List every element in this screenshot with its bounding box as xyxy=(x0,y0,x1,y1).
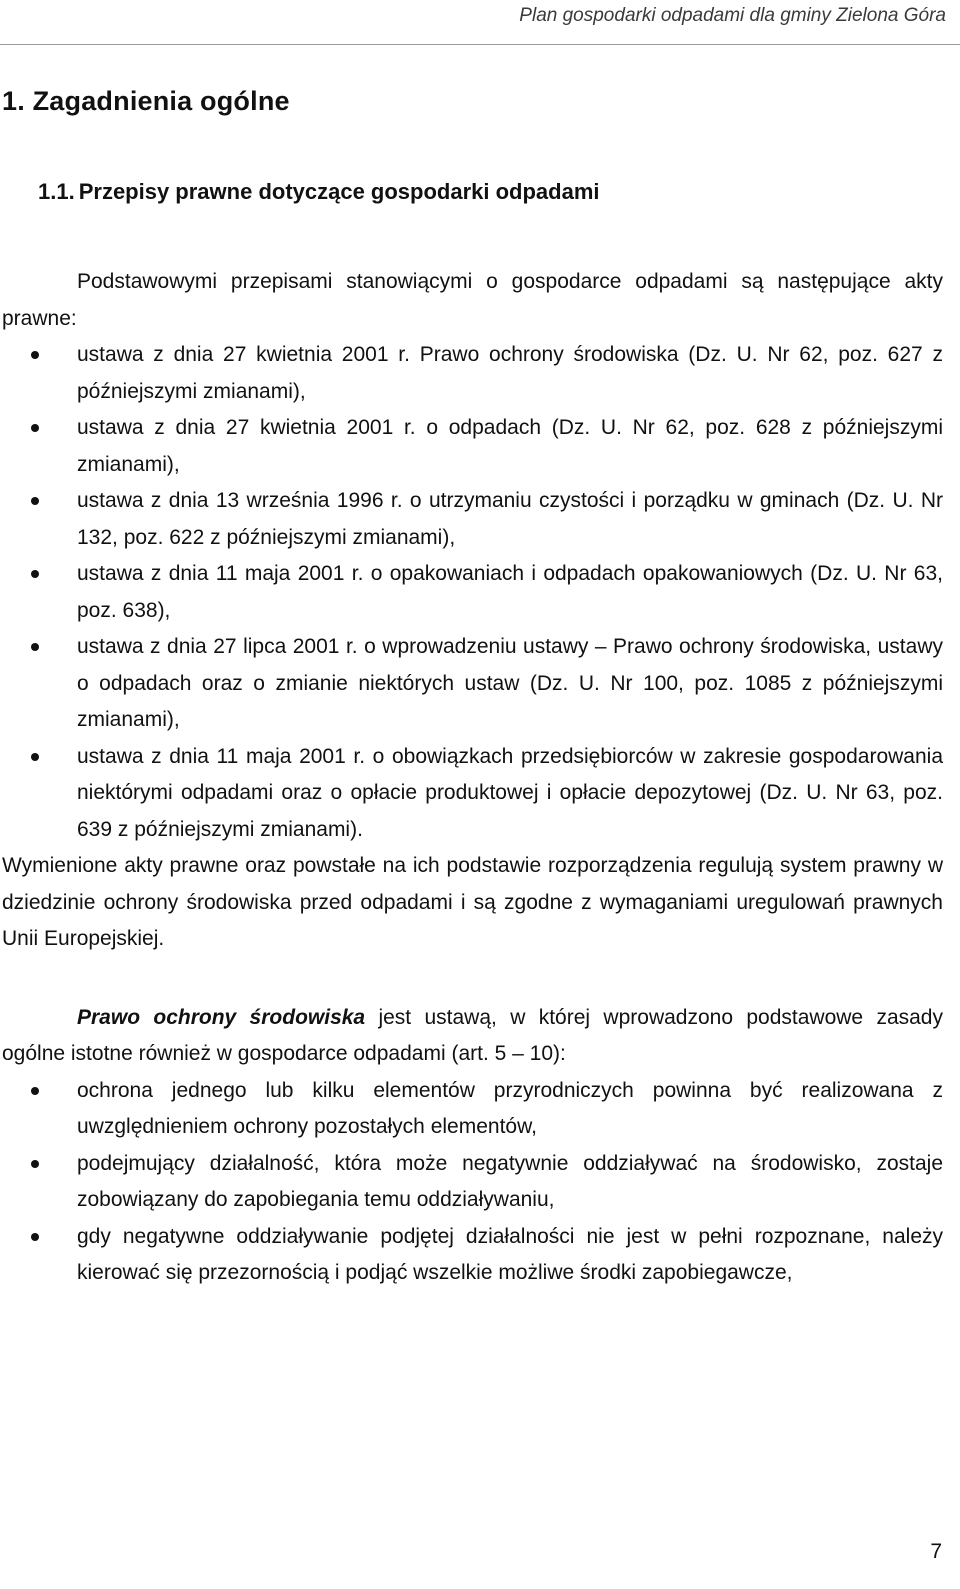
page-number: 7 xyxy=(930,1540,942,1563)
list-item-text: ustawa z dnia 11 maja 2001 r. o obowiązkach przedsiębiorców w zakresie gospodarowania niektórymi odpadami oraz o opłacie produktowej i opłacie depozytowej (Dz. U. Nr 63, poz. 639 z późniejszymi zmianami). xyxy=(77,744,943,841)
bullet-icon xyxy=(31,1233,39,1241)
list-item xyxy=(77,410,943,483)
list-item-text: ustawa z dnia 27 kwietnia 2001 r. Prawo ochrony środowiska (Dz. U. Nr 62, poz. 627 z późniejszymi zmianami), xyxy=(77,343,943,403)
list-item-text: ustawa z dnia 13 września 1996 r. o utrzymaniu czystości i porządku w gminach (Dz. U. Nr 132, poz. 622 z późniejszymi zmianami), xyxy=(77,489,943,549)
section-heading: 1. Zagadnienia ogólne xyxy=(2,86,290,116)
pos-paragraph-text: jest ustawą, w której wprowadzono podstawowe zasady ogólne istotne również w gospodarce odpadami (art. 5 – 10): xyxy=(2,1005,943,1065)
list-item-text: ustawa z dnia 27 lipca 2001 r. o wprowadzeniu ustawy – Prawo ochrony środowiska, ustawy o odpadach oraz o zmianie niektórych ustaw (Dz. U. Nr 100, poz. 1085 z późniejszymi zmianami), xyxy=(77,635,943,731)
subsection-heading xyxy=(38,179,600,205)
list-item xyxy=(77,1219,943,1292)
subsection-title: Przepisy prawne dotyczące gospodarki odpadami xyxy=(78,179,600,204)
list-item-text: podejmujący działalność, która może negatywnie oddziaływać na środowisko, zostaje zobowiązany do zapobiegania temu oddziaływaniu, xyxy=(77,1151,943,1211)
list-item xyxy=(77,1073,943,1146)
summary-paragraph: Wymienione akty prawne oraz powstałe na ich podstawie rozporządzenia regulują system prawny w dziedzinie ochrony środowiska przed odpadami i są zgodne z wymaganiami uregulowań prawnych Unii Europejskiej. xyxy=(2,854,943,950)
intro-paragraph: Podstawowymi przepisami stanowiącymi o gospodarce odpadami są następujące akty prawne: xyxy=(2,270,943,330)
bullet-icon xyxy=(31,424,39,432)
pos-emphasis: Prawo ochrony środowiska xyxy=(77,1005,366,1029)
list-item-text: ustawa z dnia 11 maja 2001 r. o opakowaniach i odpadach opakowaniowych (Dz. U. Nr 63, poz. 638), xyxy=(77,562,943,622)
bullet-icon xyxy=(31,1160,39,1168)
principles-list xyxy=(2,1073,943,1292)
list-item xyxy=(77,556,943,629)
list-item xyxy=(77,739,943,849)
bullet-icon xyxy=(31,497,39,505)
list-item-text: ustawa z dnia 27 kwietnia 2001 r. o odpadach (Dz. U. Nr 62, poz. 628 z późniejszymi zmianami), xyxy=(77,416,943,476)
running-header: Plan gospodarki odpadami dla gminy Zielona Góra xyxy=(519,5,946,26)
pos-paragraph xyxy=(2,1000,943,1073)
list-item-text: gdy negatywne oddziaływanie podjętej działalności nie jest w pełni rozpoznane, należy kierować się przezornością i podjąć wszelkie możliwe środki zapobiegawcze, xyxy=(77,1224,943,1284)
legal-acts-list xyxy=(2,337,943,848)
list-item xyxy=(77,629,943,739)
list-item xyxy=(77,337,943,410)
list-item xyxy=(77,483,943,556)
header-rule xyxy=(0,44,960,45)
bullet-icon xyxy=(31,1087,39,1095)
bullet-icon xyxy=(31,570,39,578)
list-item xyxy=(77,1146,943,1219)
paragraph-spacer xyxy=(2,958,943,1000)
document-body xyxy=(2,264,943,1292)
list-item-text: ochrona jednego lub kilku elementów przyrodniczych powinna być realizowana z uwzględnieniem ochrony pozostałych elementów, xyxy=(77,1078,943,1138)
subsection-number: 1.1. xyxy=(38,179,75,204)
bullet-icon xyxy=(31,643,39,651)
bullet-icon xyxy=(31,753,39,761)
bullet-icon xyxy=(31,351,39,359)
